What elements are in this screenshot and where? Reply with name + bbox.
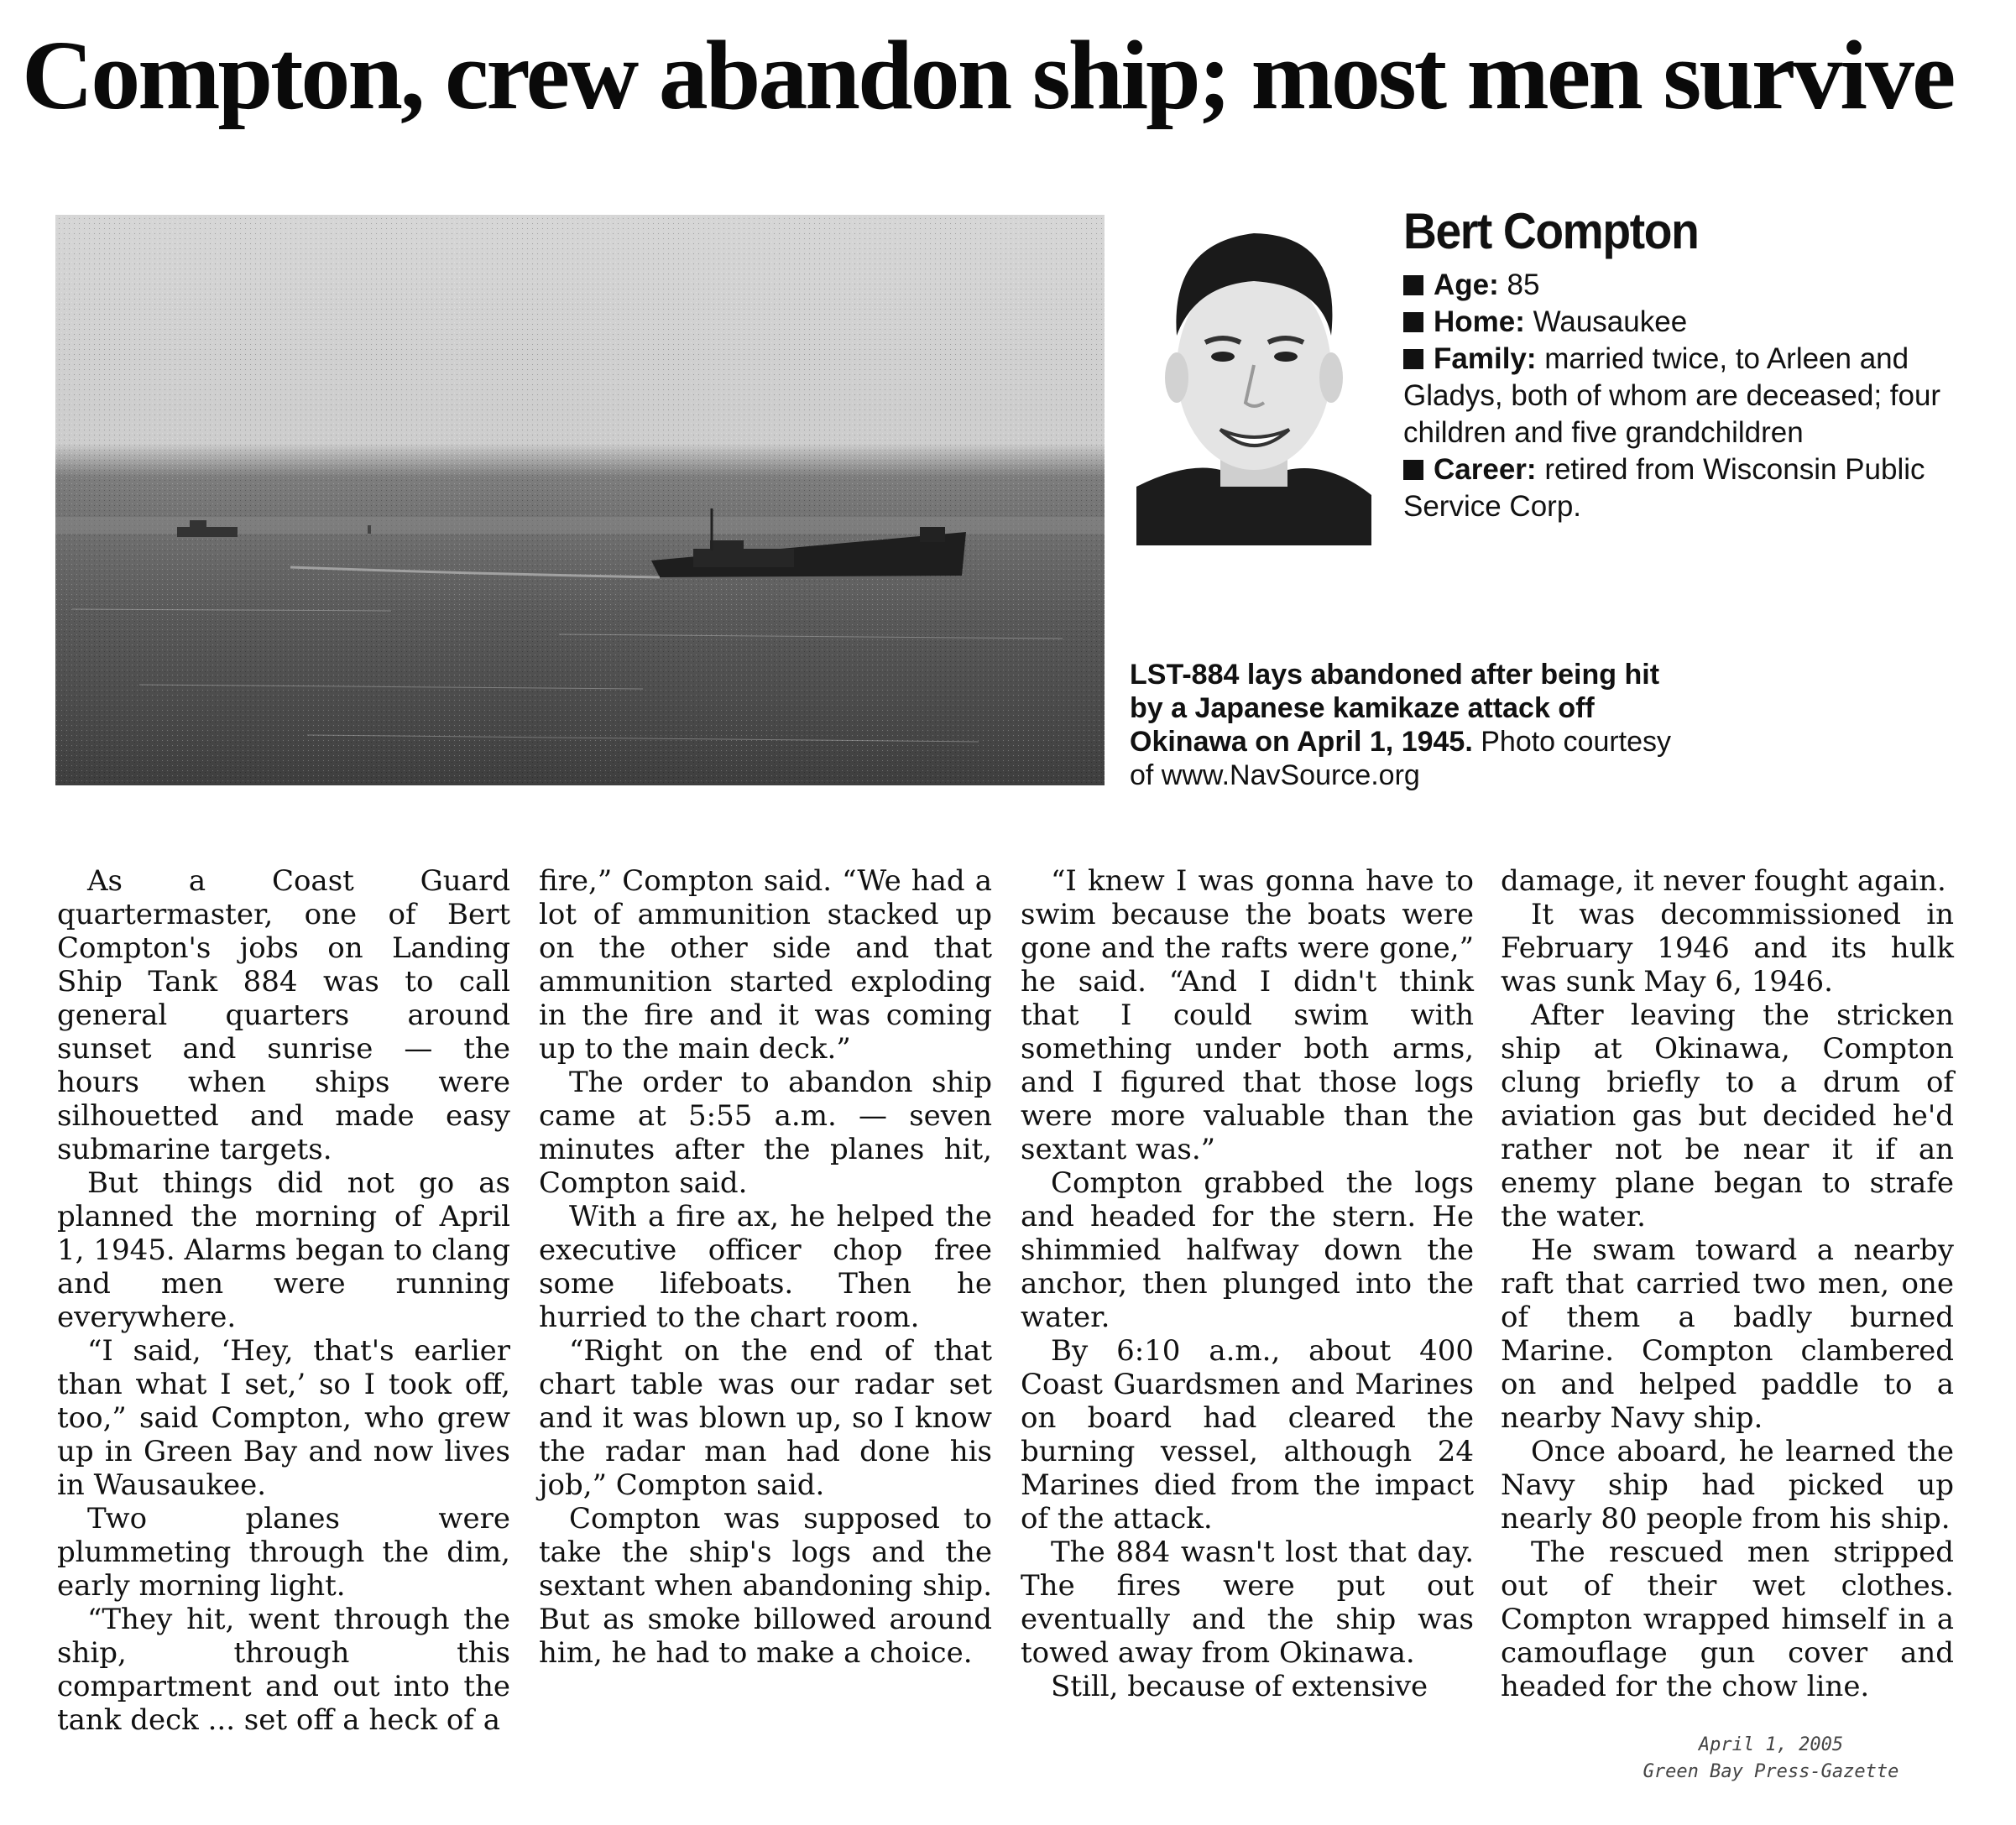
family-value: married twice, to Arleen and Gladys, both of whom are deceased; four children and five grandchildren xyxy=(1403,342,1941,449)
family-label: Family: xyxy=(1434,342,1537,375)
bullet-square-icon xyxy=(1403,349,1423,369)
paragraph: By 6:10 a.m., about 400 Coast Guardsmen and Marines on board had cleared the burning vessel, although 24 Marines died from the impact of the attack. xyxy=(1021,1334,1474,1536)
paragraph: After leaving the stricken ship at Okinawa, Compton clung briefly to a drum of aviation gas but decided he'd rather not be near it if an enemy plane began to strafe the water. xyxy=(1501,999,1954,1233)
paragraph: It was decommissioned in February 1946 and its hulk was sunk May 6, 1946. xyxy=(1501,898,1954,999)
paragraph: The rescued men stripped out of their wet clothes. Compton wrapped himself in a camouflage gun cover and headed for the chow line. xyxy=(1501,1536,1954,1703)
paragraph: Compton was supposed to take the ship's logs and the sextant when abandoning ship. But as smoke billowed around him, he had to make a choice. xyxy=(539,1502,992,1670)
bert-compton-portrait xyxy=(1136,210,1371,545)
paragraph: “I knew I was gonna have to swim because the boats were gone and the rafts were gone,” he said. “And I didn't think that I could swim with something under both arms, and I figured that those logs were more valuable than the sextant was.” xyxy=(1021,864,1474,1166)
note-date: April 1, 2005 xyxy=(1698,1734,1844,1755)
paragraph: Compton grabbed the logs and headed for the stern. He shimmied halfway down the anchor, then plunged into the water. xyxy=(1021,1166,1474,1334)
paragraph: But things did not go as planned the morning of April 1, 1945. Alarms began to clang and men were running everywhere. xyxy=(57,1166,510,1334)
note-source: Green Bay Press-Gazette xyxy=(1643,1761,1899,1782)
paragraph: With a fire ax, he helped the executive officer chop free some lifeboats. Then he hurried to the chart room. xyxy=(539,1200,992,1334)
paragraph: Still, because of extensive xyxy=(1051,1670,1428,1703)
caption-bold: LST-884 lays abandoned after being hit by a Japanese kamikaze attack off Okinawa on April 1, 1945. xyxy=(1130,659,1660,758)
profile-home xyxy=(1403,304,1991,341)
home-value: Wausaukee xyxy=(1533,305,1688,338)
caption-credit: Photo courtesy of www.NavSource.org xyxy=(1130,726,1672,791)
article-column-4 xyxy=(1501,864,1954,1703)
ship-photo-illustration xyxy=(55,215,1105,785)
bullet-square-icon xyxy=(1403,460,1423,480)
career-label: Career: xyxy=(1434,453,1537,486)
paragraph: Once aboard, he learned the Navy ship had picked up nearly 80 people from his ship. xyxy=(1501,1435,1954,1536)
paragraph: Two planes were plummeting through the dim, early morning light. xyxy=(57,1502,510,1603)
paragraph: “Right on the end of that chart table was our radar set and it was blown up, so I know the radar man had done his job,” Compton said. xyxy=(539,1334,992,1502)
portrait-illustration xyxy=(1136,210,1371,545)
paragraph: damage, it never fought again. xyxy=(1501,864,1946,898)
paragraph: “They hit, went through the ship, through this compartment and out into the tank deck ... set off a heck of a xyxy=(57,1603,510,1737)
bullet-square-icon xyxy=(1403,275,1423,295)
paragraph: “I said, ‘Hey, that's earlier than what I set,’ so I took off, too,” said Compton, who grew up in Green Bay and now lives in Wausaukee. xyxy=(57,1334,510,1502)
bullet-square-icon xyxy=(1403,312,1423,332)
profile-age xyxy=(1403,267,1991,304)
paragraph: As a Coast Guard quartermaster, one of Bert Compton's jobs on Landing Ship Tank 884 was to call general quarters around sunset and sunrise — the hours when ships were silhouetted and made easy submarine targets. xyxy=(57,864,510,1166)
article-column-2 xyxy=(539,864,992,1670)
article-column-1 xyxy=(57,864,510,1737)
ship-photo xyxy=(55,215,1105,785)
age-value: 85 xyxy=(1507,269,1540,301)
profile-family xyxy=(1403,341,1991,451)
paragraph: fire,” Compton said. “We had a lot of ammunition stacked up on the other side and that ammunition started exploding in the fire and it was coming up to the main deck.” xyxy=(539,864,992,1066)
photo-caption xyxy=(1130,658,1684,792)
paragraph: He swam toward a nearby raft that carried two men, one of them a badly burned Marine. Compton clambered on and helped paddle to a nearby Navy ship. xyxy=(1501,1233,1954,1435)
home-label: Home: xyxy=(1434,305,1525,338)
profile-box xyxy=(1403,198,1991,525)
paragraph: The 884 wasn't lost that day. The fires were put out eventually and the ship was towed away from Okinawa. xyxy=(1021,1536,1474,1670)
age-label: Age: xyxy=(1434,269,1499,301)
headline: Compton, crew abandon ship; most men survive xyxy=(22,20,1954,130)
career-value: retired from Wisconsin Public Service Corp. xyxy=(1403,453,1925,523)
profile-career xyxy=(1403,451,1991,525)
article-column-3 xyxy=(1021,864,1474,1703)
paragraph: The order to abandon ship came at 5:55 a.m. — seven minutes after the planes hit, Compton said. xyxy=(539,1066,992,1200)
profile-name: Bert Compton xyxy=(1403,203,1699,259)
handwritten-source-note xyxy=(1611,1732,1930,1786)
